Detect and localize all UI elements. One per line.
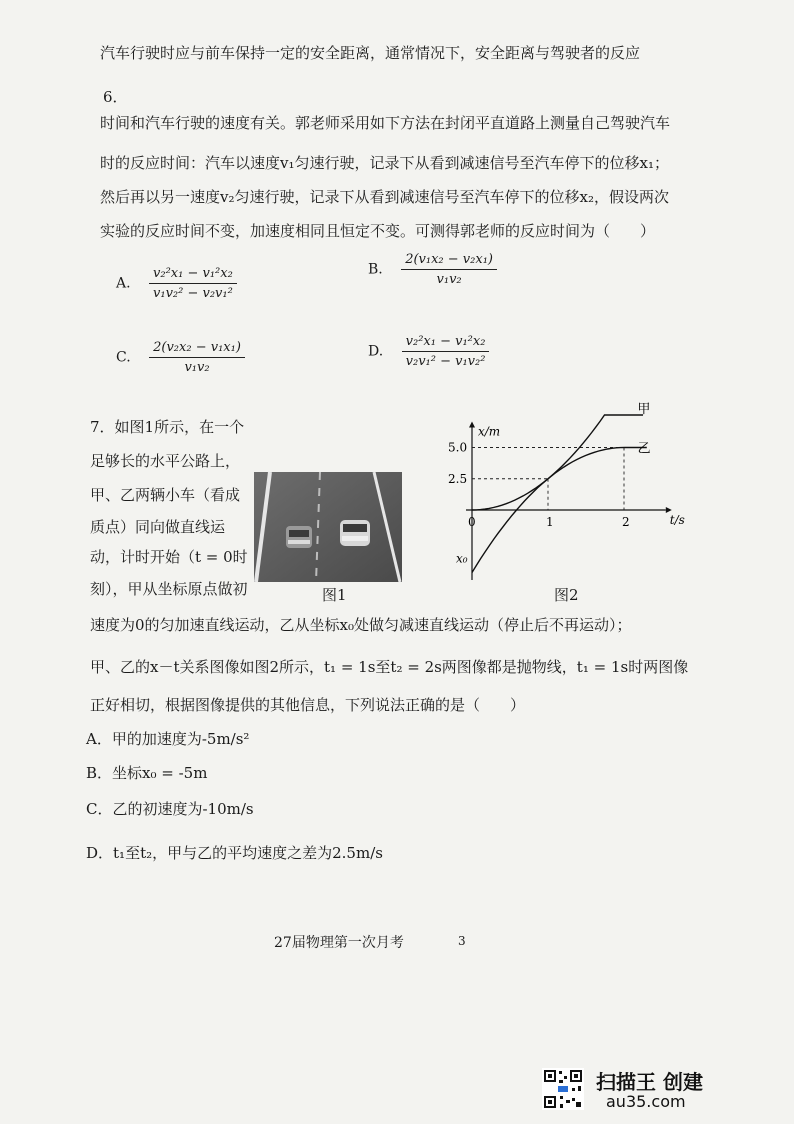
q6-d-denominator: v₂v₁² − v₁v₂² — [405, 354, 486, 369]
q6-c-numerator: 2(v₂x₂ − v₁x₁) — [149, 340, 245, 358]
q6-b-denominator: v₁v₂ — [436, 272, 462, 287]
scanner-brand: 扫描王 创建 — [596, 1070, 703, 1094]
q6-number: 6． — [103, 88, 128, 106]
q7-option-d: D．t₁至t₂，甲与乙的平均速度之差为2.5m/s — [86, 844, 383, 862]
q6-option-d: D. $\frac{\text{v₂²x₁ − v₁²x₂}}{\text{v₂v₁² − v₁v₂²}}$ — [368, 334, 489, 369]
q7-line-5: 动，计时开始（t = 0时 — [90, 548, 248, 566]
footer-page-number: 3 — [458, 934, 466, 948]
q7-line-9: 正好相切，根据图像提供的其他信息，下列说法正确的是（ ） — [90, 696, 526, 714]
q7-line-4: 质点）同向做直线运 — [90, 518, 226, 536]
car-right — [340, 520, 370, 546]
q7-line-1: 7．如图1所示，在一个 — [90, 418, 245, 436]
qr-code-icon — [542, 1068, 584, 1110]
q6-a-denominator: v₁v₂² − v₂v₁² — [153, 286, 233, 301]
y-axis-label: x/m — [478, 424, 501, 439]
q7-line-7: 速度为0的匀加速直线运动，乙从坐标x₀处做匀减速直线运动（停止后不再运动）； — [90, 616, 632, 634]
q6-option-a: A. $\frac{\text{v₂²x₁ − v₁²x₂}}{\text{v₁v₂² − v₂v₁²}}$ — [116, 266, 237, 301]
series-jia-label: 甲 — [637, 402, 651, 417]
series-yi-label: 乙 — [637, 441, 651, 457]
q6-line-e: 实验的反应时间不变，加速度相同且恒定不变。可测得郭老师的反应时间为（ ） — [100, 222, 656, 240]
y-axis-arrow — [469, 422, 475, 428]
q7-line-8: 甲、乙的x－t关系图像如图2所示，t₁ = 1s至t₂ = 2s两图像都是抛物线，t₁ = 1s时两图像 — [90, 658, 689, 676]
y-label-x0: x₀ — [456, 551, 468, 566]
q6-line-a: 汽车行驶时应与前车保持一定的安全距离，通常情况下，安全距离与驾驶者的反应 — [100, 44, 641, 62]
x-tick-1: 1 — [546, 515, 554, 529]
car-left — [286, 526, 312, 548]
q6-line-b: 时间和汽车行驶的速度有关。郭老师采用如下方法在封闭平直道路上测量自己驾驶汽车 — [100, 114, 671, 132]
x-tick-0: 0 — [468, 515, 476, 529]
scanner-url: au35.com — [606, 1092, 686, 1111]
q7-line-6: 刻），甲从坐标原点做初 — [90, 580, 248, 598]
y-tick-5: 5.0 — [448, 440, 468, 455]
q6-b-numerator: 2(v₁x₂ − v₂x₁) — [401, 252, 497, 270]
q6-option-b: B. $\frac{\text{2(v₁x₂ − v₂x₁)}}{\text{v₁v₂}}$ — [368, 252, 497, 287]
q7-option-a: A．甲的加速度为-5m/s² — [86, 730, 250, 748]
q6-line-c: 时的反应时间：汽车以速度v₁匀速行驶，记录下从看到减速信号至汽车停下的位移x₁； — [100, 154, 669, 172]
y-tick-2-5: 2.5 — [448, 471, 468, 486]
q6-line-d: 然后再以另一速度v₂匀速行驶，记录下从看到减速信号至汽车停下的位移x₂，假设两次 — [100, 188, 669, 206]
figure-2-chart — [444, 402, 685, 580]
q6-d-numerator: v₂²x₁ − v₁²x₂ — [402, 334, 490, 352]
q7-line-2: 足够长的水平公路上， — [90, 452, 241, 470]
x-axis-label: t/s — [669, 513, 685, 527]
footer-exam-title: 27届物理第一次月考 — [274, 935, 404, 951]
q6-a-numerator: v₂²x₁ − v₁²x₂ — [149, 266, 237, 284]
q6-c-denominator: v₁v₂ — [184, 360, 210, 375]
x-tick-2: 2 — [622, 515, 630, 529]
figure-1-caption: 图1 — [322, 586, 347, 604]
q7-line-3: 甲、乙两辆小车（看成 — [90, 486, 241, 504]
figure-2-caption: 图2 — [554, 586, 579, 604]
figure-1-photo — [254, 472, 402, 582]
q7-option-c: C．乙的初速度为-10m/s — [86, 800, 254, 818]
q6-option-c: C. $\frac{\text{2(v₂x₂ − v₁x₁)}}{\text{v₁v₂}}$ — [116, 340, 245, 375]
q7-option-b: B．坐标x₀ = -5m — [86, 764, 208, 782]
